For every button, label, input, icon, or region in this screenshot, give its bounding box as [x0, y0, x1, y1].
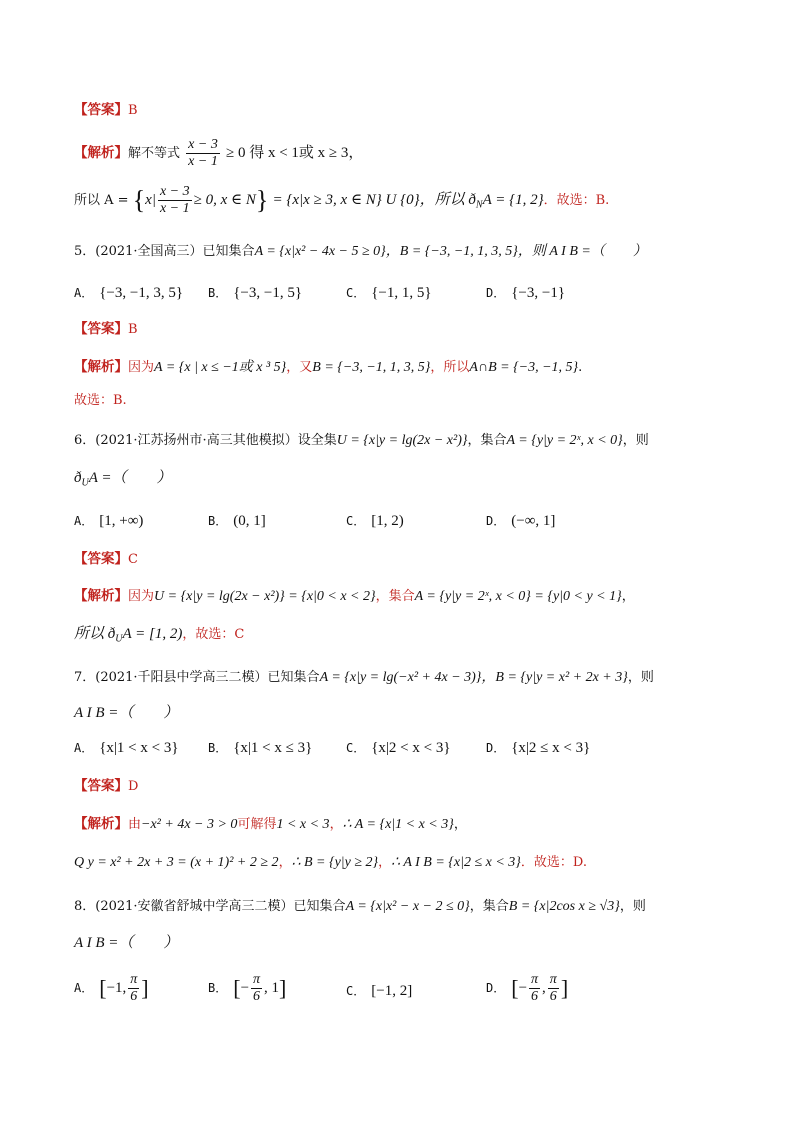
question-6-blank: A =（ ） [88, 470, 172, 486]
stem-word: ，集合 [467, 433, 507, 448]
question-7-stem-line-2 [74, 703, 754, 724]
choice-text: ．故选：B. [543, 193, 610, 208]
explanation-word: ， [378, 855, 392, 870]
answer-value: B [128, 322, 138, 337]
q5-explanation-line-2 [74, 391, 754, 411]
explanation-math: A = {x | x ≤ −1或 x ³ 5} [154, 360, 287, 375]
explanation-tag: 【解析】 [74, 145, 128, 161]
q8-option-d[interactable]: D． [− $\frac{\pi}{6}$ , $\frac{\pi}{6}$ ] [486, 972, 569, 1004]
explanation-math: ∴ A I B = {x|2 ≤ x < 3} [391, 855, 521, 870]
q5-option-a[interactable]: A． {−3, −1, 3, 5} [74, 285, 184, 301]
q7-answer-line [74, 776, 754, 797]
explanation-word: 由 [128, 817, 142, 832]
explanation-word: ，集合 [375, 589, 415, 604]
explanation-math: U = {x|y = lg(2x − x²)} = {x|0 < x < 2} [154, 589, 376, 604]
question-8-stem-line-2 [74, 933, 754, 954]
complement-result: A = {1, 2} [482, 192, 544, 208]
question-6-math: U = {x|y = lg(2x − x²)} [336, 433, 468, 448]
explanation-period: . [578, 360, 583, 375]
explanation-word: ， [329, 817, 343, 832]
q7-explanation-line-2 [74, 850, 754, 876]
q7-option-c[interactable]: C． {x|2 < x < 3} [346, 740, 451, 756]
stem-word: ，集合 [469, 899, 509, 914]
question-8-stem [74, 893, 754, 921]
fraction: $\frac{x - 3}{x - 1}$ [188, 137, 218, 169]
q6-option-d[interactable]: D． (−∞, 1] [486, 513, 556, 529]
explanation-math: Q y = x² + 2x + 3 = (x + 1)² + 2 ≥ 2 [74, 855, 279, 870]
answer-tag: 【答案】 [74, 321, 128, 337]
explanation-math: A∩B = {−3, −1, 5} [469, 360, 579, 375]
complement-subscript: N [475, 199, 483, 211]
answer-value: D [128, 779, 139, 794]
question-7-stem [74, 664, 754, 692]
explanation-math: A = {y|y = 2ˣ, x < 0} = {y|0 < y < 1} [414, 589, 622, 604]
explanation-word: 可解得 [237, 817, 277, 832]
explanation-word: 因为 [128, 589, 155, 604]
stem-word: ，则 [622, 433, 649, 448]
question-5-math: A = {x|x² − 4x − 5 ≥ 0}，B = {−3, −1, 1, 3, 5}，则 A I B =（ ） [254, 244, 647, 259]
question-6-source: 6．(2021·江苏扬州市·高三其他模拟）设全集 [74, 433, 337, 448]
q7-option-b[interactable]: B． {x|1 < x ≤ 3} [208, 740, 313, 756]
explanation-math: −x² + 4x − 3 > 0 [141, 817, 238, 832]
explanation-word: 因为 [128, 360, 155, 375]
q5-option-c[interactable]: C． {−1, 1, 5} [346, 285, 432, 301]
explanation-word: ， [278, 855, 292, 870]
q6-explanation-line-2 [74, 624, 754, 650]
q5-answer-line [74, 319, 754, 340]
question-6-stem [74, 425, 754, 457]
explanation-comma: ， [453, 817, 467, 832]
q5-option-b[interactable]: B． {−3, −1, 5} [208, 285, 303, 301]
q5-explanation-line-1 [74, 355, 754, 380]
answer-value: C [128, 552, 138, 567]
expr-prefix: 所以 A = [74, 193, 129, 208]
explanation-tag: 【解析】 [74, 588, 128, 604]
explanation-math: 1 < x < 3 [276, 817, 330, 832]
explanation-comma: ， [621, 589, 635, 604]
explanation-line-1 [74, 136, 754, 171]
fraction: $\frac{x - 3}{x - 1}$ [159, 184, 190, 216]
explanation-math: ≥ 0 得 x < 1或 x ≥ 3， [225, 145, 364, 161]
q7-option-d[interactable]: D． {x|2 ≤ x < 3} [486, 740, 591, 756]
explanation-math: B = {−3, −1, 1, 3, 5} [312, 360, 431, 375]
q7-explanation-line-1 [74, 812, 754, 837]
complement-result: A = [1, 2) [122, 626, 183, 642]
explanation-math: ∴ B = {y|y ≥ 2} [291, 855, 379, 870]
answer-line-1 [74, 100, 754, 121]
question-5-source: 5．(2021·全国高三）已知集合 [74, 244, 255, 259]
question-6-math: A = {y|y = 2ˣ, x < 0} [506, 433, 623, 448]
set-var: x| [145, 192, 156, 208]
complement-prefix: 所以 ð [74, 626, 116, 642]
choice-text: 故选：B. [74, 393, 127, 408]
answer-tag: 【答案】 [74, 778, 128, 794]
q5-option-d[interactable]: D． {−3, −1} [486, 285, 566, 301]
explanation-tag: 【解析】 [74, 359, 128, 375]
stem-word: ，则 [627, 670, 654, 685]
question-7-source: 7．(2021·千阳县中学高三二模）已知集合 [74, 670, 320, 685]
explanation-text: 解不等式 [128, 146, 181, 161]
q6-explanation-line-1 [74, 582, 754, 611]
q6-option-c[interactable]: C． [1, 2) [346, 513, 404, 529]
explanation-word: ，又 [286, 360, 313, 375]
choice-text: ．故选：D. [520, 855, 587, 870]
explanation-tag: 【解析】 [74, 816, 128, 832]
explanation-word: ，所以 [430, 360, 470, 375]
answer-value: B [128, 103, 138, 118]
q8-option-b[interactable]: B． [− $\frac{\pi}{6}$ , 1] [208, 972, 287, 1004]
question-8-math: A = {x|x² − x − 2 ≤ 0} [345, 899, 470, 914]
stem-word: ，则 [619, 899, 646, 914]
q6-option-a[interactable]: A． [1, +∞) [74, 513, 144, 529]
choice-text: ，故选：C [182, 627, 245, 642]
set-cond: ≥ 0, x ∈ N [193, 192, 256, 208]
expr-rest: = {x|x ≥ 3, x ∈ N} U {0}，所以 ð [272, 192, 476, 208]
complement-symbol: ð [74, 470, 82, 486]
q8-option-c[interactable]: C． [−1, 2] [346, 983, 413, 999]
explanation-line-2: 所以 A = {x| $\frac{x - 3}{x - 1}$ ≥ 0, x ∈ N} = {x|x ≥ 3, x ∈ N} U {0}，所以 $ð_NA = \{1$, 2}．故选：B. [74, 184, 610, 216]
question-5-stem [74, 239, 754, 265]
question-8-blank: A I B =（ ） [74, 935, 179, 951]
q6-option-b[interactable]: B． (0, 1] [208, 513, 266, 529]
explanation-math: ∴ A = {x|1 < x < 3} [342, 817, 454, 832]
complement-subscript: U [81, 477, 89, 489]
q6-answer-line [74, 549, 754, 570]
question-6-stem-line-2 [74, 468, 754, 494]
question-8-source: 8．(2021·安徽省舒城中学高三二模）已知集合 [74, 899, 346, 914]
q8-option-a[interactable]: A． [−1, $\frac{\pi}{6}$ ] [74, 972, 149, 1004]
complement-subscript: U [115, 633, 123, 645]
q7-option-a[interactable]: A． {x|1 < x < 3} [74, 740, 179, 756]
question-8-math: B = {x|2cos x ≥ √3} [508, 899, 620, 914]
question-7-math: A = {x|y = lg(−x² + 4x − 3)}，B = {y|y = x² + 2x + 3} [319, 670, 628, 685]
answer-tag: 【答案】 [74, 102, 128, 118]
question-7-blank: A I B =（ ） [74, 705, 179, 721]
answer-tag: 【答案】 [74, 551, 128, 567]
